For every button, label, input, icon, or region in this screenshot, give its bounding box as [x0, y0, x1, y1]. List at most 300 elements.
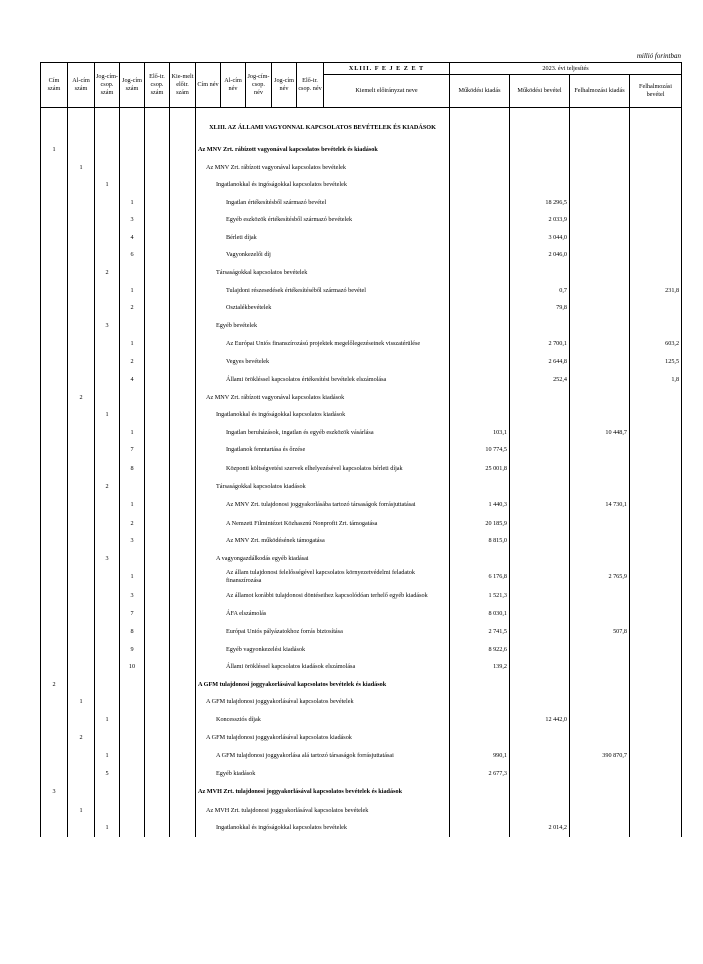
cell-alcim	[68, 515, 95, 533]
cell-jogcim: 1	[120, 424, 145, 442]
cell-jogcimcsop	[95, 605, 120, 623]
cell-eloir	[145, 676, 170, 694]
cell-jogcimcsop: 5	[95, 765, 120, 783]
cell-jogcim	[120, 317, 145, 335]
cell-cim	[41, 176, 68, 194]
table-row	[41, 746, 682, 765]
cell-cim	[41, 282, 68, 300]
cell-name: Európai Uniós pályázatokhoz forrás biztosítása	[196, 623, 450, 641]
cell-alcim	[68, 406, 95, 424]
cell-jogcimcsop	[95, 424, 120, 442]
cell-felhalmozasi-bevetel	[630, 406, 682, 424]
cell-cim: 3	[41, 783, 68, 802]
cell-felhalmozasi-bevetel: 603,2	[630, 335, 682, 354]
cell-kiemelt	[170, 641, 196, 659]
cell-jogcimcsop: 3	[95, 550, 120, 568]
cell-jogcimcsop: 2	[95, 264, 120, 282]
cell-jogcim: 3	[120, 532, 145, 550]
cell-felhalmozasi-kiadas	[570, 282, 630, 300]
cell-eloir	[145, 264, 170, 282]
cell-felhalmozasi-bevetel	[630, 176, 682, 194]
cell-cim	[41, 247, 68, 265]
cell-felhalmozasi-kiadas	[570, 406, 630, 424]
cell-cim	[41, 496, 68, 515]
cell-eloir	[145, 711, 170, 729]
cell-mukodesi-bevetel	[510, 389, 570, 407]
cell-mukodesi-bevetel	[510, 317, 570, 335]
cell-name: Ingatlanokkal és ingóságokkal kapcsolatos kiadások	[196, 406, 450, 424]
cell-felhalmozasi-kiadas	[570, 335, 630, 354]
cell-jogcimcsop	[95, 783, 120, 802]
cell-mukodesi-bevetel	[510, 802, 570, 820]
cell-felhalmozasi-kiadas	[570, 711, 630, 729]
cell-felhalmozasi-kiadas	[570, 114, 630, 141]
cell-mukodesi-bevetel	[510, 658, 570, 676]
cell-mukodesi-bevetel	[510, 515, 570, 533]
cell-kiemelt	[170, 693, 196, 711]
cell-felhalmozasi-kiadas	[570, 783, 630, 802]
cell-felhalmozasi-kiadas	[570, 176, 630, 194]
cell-felhalmozasi-kiadas: 390 870,7	[570, 746, 630, 765]
table-row	[41, 819, 682, 837]
cell-jogcimcsop: 3	[95, 317, 120, 335]
cell-jogcim	[120, 746, 145, 765]
cell-kiemelt	[170, 746, 196, 765]
cell-mukodesi-bevetel	[510, 605, 570, 623]
cell-cim: 2	[41, 676, 68, 694]
cell-mukodesi-bevetel: 252,4	[510, 371, 570, 389]
cell-felhalmozasi-bevetel	[630, 478, 682, 496]
cell-kiemelt	[170, 567, 196, 586]
cell-kiemelt	[170, 176, 196, 194]
header-jogcimcsopnev: Jog-cím-csop. név	[246, 63, 272, 108]
cell-jogcim: 2	[120, 354, 145, 372]
cell-felhalmozasi-bevetel	[630, 641, 682, 659]
cell-mukodesi-bevetel	[510, 623, 570, 641]
cell-alcim	[68, 567, 95, 586]
cell-kiemelt	[170, 729, 196, 747]
table-row	[41, 676, 682, 694]
header-felhalmozasi-bevetel: Felhalmozási bevétel	[630, 75, 682, 108]
cell-cim	[41, 211, 68, 229]
cell-eloir	[145, 354, 170, 372]
cell-kiemelt	[170, 114, 196, 141]
cell-jogcim: 8	[120, 459, 145, 478]
cell-alcim	[68, 746, 95, 765]
cell-cim	[41, 586, 68, 605]
cell-name: Állami örökléssel kapcsolatos kiadások elszámolása	[196, 658, 450, 676]
cell-mukodesi-bevetel	[510, 729, 570, 747]
cell-mukodesi-bevetel	[510, 264, 570, 282]
header-alcim: Al-cím szám	[68, 63, 95, 108]
cell-alcim	[68, 676, 95, 694]
cell-mukodesi-bevetel	[510, 478, 570, 496]
cell-cim	[41, 159, 68, 177]
cell-name: Vegyes bevételek	[196, 354, 450, 372]
cell-name: Egyéb bevételek	[196, 317, 450, 335]
cell-jogcimcsop	[95, 586, 120, 605]
cell-mukodesi-kiadas	[450, 282, 510, 300]
cell-cim	[41, 658, 68, 676]
cell-jogcim: 1	[120, 335, 145, 354]
cell-cim	[41, 550, 68, 568]
cell-mukodesi-bevetel: 2 014,2	[510, 819, 570, 837]
table-row	[41, 496, 682, 515]
header-eloir: Elő-ir. csop. szám	[145, 63, 170, 108]
cell-felhalmozasi-bevetel	[630, 783, 682, 802]
table-row	[41, 515, 682, 533]
cell-felhalmozasi-bevetel	[630, 317, 682, 335]
cell-alcim	[68, 550, 95, 568]
cell-eloir	[145, 641, 170, 659]
cell-jogcim	[120, 141, 145, 159]
table-row	[41, 229, 682, 247]
cell-eloir	[145, 550, 170, 568]
cell-mukodesi-bevetel	[510, 442, 570, 460]
cell-jogcim	[120, 389, 145, 407]
cell-jogcimcsop	[95, 354, 120, 372]
cell-mukodesi-bevetel	[510, 641, 570, 659]
cell-mukodesi-bevetel: 2 700,1	[510, 335, 570, 354]
cell-kiemelt	[170, 515, 196, 533]
cell-name: Az MVH Zrt. tulajdonosi joggyakorlásával kapcsolatos bevételek	[196, 802, 450, 820]
cell-name: Ingatlanok fenntartása és őrzése	[196, 442, 450, 460]
cell-felhalmozasi-kiadas	[570, 159, 630, 177]
cell-kiemelt	[170, 159, 196, 177]
cell-mukodesi-kiadas: 8 815,0	[450, 532, 510, 550]
cell-mukodesi-kiadas: 1 521,3	[450, 586, 510, 605]
cell-alcim: 1	[68, 159, 95, 177]
cell-jogcimcsop: 1	[95, 176, 120, 194]
cell-alcim	[68, 371, 95, 389]
cell-jogcim: 1	[120, 496, 145, 515]
cell-cim	[41, 424, 68, 442]
cell-felhalmozasi-bevetel: 231,8	[630, 282, 682, 300]
cell-jogcim: 3	[120, 586, 145, 605]
cell-mukodesi-bevetel	[510, 783, 570, 802]
cell-felhalmozasi-bevetel	[630, 676, 682, 694]
header-jogcimcsop: Jog-cím-csop. szám	[95, 63, 120, 108]
cell-eloir	[145, 819, 170, 837]
cell-felhalmozasi-kiadas	[570, 459, 630, 478]
cell-mukodesi-kiadas: 25 001,8	[450, 459, 510, 478]
cell-mukodesi-bevetel: 2 644,8	[510, 354, 570, 372]
cell-felhalmozasi-bevetel	[630, 211, 682, 229]
cell-cim	[41, 729, 68, 747]
cell-mukodesi-kiadas	[450, 693, 510, 711]
cell-alcim: 2	[68, 389, 95, 407]
cell-jogcim	[120, 819, 145, 837]
cell-mukodesi-kiadas: 8 030,1	[450, 605, 510, 623]
cell-alcim	[68, 424, 95, 442]
cell-mukodesi-kiadas	[450, 819, 510, 837]
cell-jogcimcsop	[95, 114, 120, 141]
cell-jogcim	[120, 264, 145, 282]
cell-eloir	[145, 424, 170, 442]
cell-name: A vagyongazdálkodás egyéb kiadásai	[196, 550, 450, 568]
cell-felhalmozasi-bevetel	[630, 299, 682, 317]
cell-mukodesi-bevetel: 79,8	[510, 299, 570, 317]
cell-kiemelt	[170, 282, 196, 300]
cell-mukodesi-bevetel: 18 296,5	[510, 194, 570, 212]
table-row	[41, 567, 682, 586]
cell-name: Egyéb kiadások	[196, 765, 450, 783]
cell-cim	[41, 765, 68, 783]
cell-alcim	[68, 459, 95, 478]
cell-kiemelt	[170, 802, 196, 820]
cell-alcim	[68, 442, 95, 460]
cell-mukodesi-bevetel: 12 442,0	[510, 711, 570, 729]
table-row	[41, 783, 682, 802]
table-row	[41, 532, 682, 550]
cell-mukodesi-kiadas	[450, 229, 510, 247]
cell-jogcimcsop	[95, 141, 120, 159]
cell-jogcimcsop	[95, 442, 120, 460]
cell-eloir	[145, 141, 170, 159]
cell-jogcimcsop	[95, 515, 120, 533]
cell-alcim	[68, 658, 95, 676]
cell-felhalmozasi-bevetel	[630, 264, 682, 282]
cell-jogcimcsop: 1	[95, 406, 120, 424]
cell-cim	[41, 335, 68, 354]
cell-jogcimcsop	[95, 159, 120, 177]
cell-alcim: 1	[68, 802, 95, 820]
cell-name: Ingatlan beruházások, ingatlan és egyéb eszközök vásárlása	[196, 424, 450, 442]
cell-jogcim: 7	[120, 605, 145, 623]
cell-felhalmozasi-kiadas	[570, 211, 630, 229]
table-row	[41, 299, 682, 317]
cell-cim	[41, 299, 68, 317]
table-row	[41, 317, 682, 335]
cell-mukodesi-kiadas	[450, 550, 510, 568]
cell-mukodesi-bevetel	[510, 586, 570, 605]
cell-kiemelt	[170, 586, 196, 605]
cell-mukodesi-kiadas	[450, 114, 510, 141]
cell-jogcim: 3	[120, 211, 145, 229]
cell-name: Az MNV Zrt. tulajdonosi joggyakorlásába tartozó társaságok forrásjuttatásai	[196, 496, 450, 515]
table-row	[41, 586, 682, 605]
cell-cim	[41, 194, 68, 212]
cell-kiemelt	[170, 496, 196, 515]
cell-cim	[41, 623, 68, 641]
cell-felhalmozasi-kiadas	[570, 515, 630, 533]
cell-eloir	[145, 729, 170, 747]
cell-jogcim: 8	[120, 623, 145, 641]
table-row	[41, 711, 682, 729]
cell-mukodesi-kiadas: 10 774,5	[450, 442, 510, 460]
cell-felhalmozasi-kiadas	[570, 532, 630, 550]
cell-alcim	[68, 641, 95, 659]
cell-alcim	[68, 532, 95, 550]
cell-jogcimcsop	[95, 676, 120, 694]
cell-mukodesi-bevetel	[510, 550, 570, 568]
cell-kiemelt	[170, 765, 196, 783]
cell-felhalmozasi-bevetel	[630, 605, 682, 623]
cell-cim	[41, 693, 68, 711]
table-row	[41, 765, 682, 783]
cell-mukodesi-kiadas: 6 176,8	[450, 567, 510, 586]
cell-felhalmozasi-kiadas	[570, 442, 630, 460]
cell-alcim	[68, 354, 95, 372]
cell-felhalmozasi-bevetel	[630, 746, 682, 765]
cell-kiemelt	[170, 424, 196, 442]
cell-eloir	[145, 282, 170, 300]
cell-felhalmozasi-bevetel	[630, 114, 682, 141]
cell-cim	[41, 371, 68, 389]
cell-jogcimcsop	[95, 211, 120, 229]
cell-cim	[41, 515, 68, 533]
cell-mukodesi-bevetel	[510, 746, 570, 765]
cell-eloir	[145, 459, 170, 478]
cell-mukodesi-bevetel	[510, 159, 570, 177]
cell-felhalmozasi-bevetel	[630, 247, 682, 265]
cell-mukodesi-kiadas: 103,1	[450, 424, 510, 442]
cell-eloir	[145, 335, 170, 354]
cell-name: Az MNV Zrt. működésének támogatása	[196, 532, 450, 550]
cell-cim	[41, 746, 68, 765]
cell-mukodesi-kiadas: 2 677,3	[450, 765, 510, 783]
cell-felhalmozasi-bevetel	[630, 567, 682, 586]
cell-cim	[41, 354, 68, 372]
cell-kiemelt	[170, 317, 196, 335]
cell-jogcim	[120, 711, 145, 729]
cell-eloir	[145, 605, 170, 623]
cell-kiemelt	[170, 299, 196, 317]
cell-alcim: 1	[68, 693, 95, 711]
cell-mukodesi-kiadas: 139,2	[450, 658, 510, 676]
cell-alcim	[68, 194, 95, 212]
cell-felhalmozasi-bevetel	[630, 693, 682, 711]
cell-eloir	[145, 299, 170, 317]
cell-name: Az MNV Zrt. rábízott vagyonával kapcsolatos bevételek és kiadások	[196, 141, 450, 159]
table-row	[41, 424, 682, 442]
cell-felhalmozasi-kiadas	[570, 819, 630, 837]
cell-cim	[41, 711, 68, 729]
cell-cim	[41, 459, 68, 478]
cell-mukodesi-bevetel	[510, 496, 570, 515]
cell-alcim	[68, 783, 95, 802]
cell-eloir	[145, 765, 170, 783]
cell-felhalmozasi-bevetel	[630, 711, 682, 729]
cell-kiemelt	[170, 819, 196, 837]
cell-jogcim	[120, 676, 145, 694]
cell-felhalmozasi-bevetel	[630, 586, 682, 605]
table-row	[41, 459, 682, 478]
cell-mukodesi-kiadas	[450, 802, 510, 820]
cell-mukodesi-bevetel: 3 044,0	[510, 229, 570, 247]
cell-felhalmozasi-bevetel	[630, 765, 682, 783]
cell-felhalmozasi-kiadas	[570, 729, 630, 747]
cell-alcim	[68, 229, 95, 247]
cell-mukodesi-kiadas	[450, 335, 510, 354]
table-row	[41, 114, 682, 141]
table-row	[41, 354, 682, 372]
unit-label: millió forintban	[636, 52, 681, 60]
cell-alcim	[68, 299, 95, 317]
cell-name: Az MNV Zrt. rábízott vagyonával kapcsolatos bevételek	[196, 159, 450, 177]
cell-cim	[41, 802, 68, 820]
header-cimnev: Cím név	[196, 63, 221, 108]
table-row	[41, 623, 682, 641]
cell-jogcim: 2	[120, 515, 145, 533]
cell-mukodesi-kiadas	[450, 729, 510, 747]
cell-felhalmozasi-kiadas: 2 765,9	[570, 567, 630, 586]
cell-jogcimcsop	[95, 282, 120, 300]
cell-eloir	[145, 567, 170, 586]
cell-eloir	[145, 532, 170, 550]
cell-felhalmozasi-kiadas	[570, 586, 630, 605]
cell-eloir	[145, 406, 170, 424]
header-kiemelt: Kie-melt előir. szám	[170, 63, 196, 108]
budget-table	[40, 62, 682, 837]
cell-jogcimcsop	[95, 567, 120, 586]
cell-mukodesi-kiadas: 990,1	[450, 746, 510, 765]
cell-eloir	[145, 211, 170, 229]
cell-felhalmozasi-kiadas	[570, 141, 630, 159]
cell-kiemelt	[170, 371, 196, 389]
header-kiemelt-nev: Kiemelt előirányzat neve	[324, 75, 450, 108]
cell-mukodesi-bevetel	[510, 141, 570, 159]
cell-mukodesi-bevetel	[510, 676, 570, 694]
cell-jogcimcsop	[95, 389, 120, 407]
cell-mukodesi-bevetel	[510, 567, 570, 586]
table-row	[41, 247, 682, 265]
header-alcimnev: Al-cím név	[221, 63, 246, 108]
cell-name: A GFM tulajdonosi joggyakorlásával kapcsolatos kiadások	[196, 729, 450, 747]
cell-name: Ingatlanokkal és ingóságokkal kapcsolatos bevételek	[196, 176, 450, 194]
cell-felhalmozasi-kiadas	[570, 676, 630, 694]
cell-eloir	[145, 746, 170, 765]
cell-mukodesi-bevetel	[510, 693, 570, 711]
cell-jogcimcsop	[95, 194, 120, 212]
cell-felhalmozasi-bevetel	[630, 550, 682, 568]
cell-mukodesi-kiadas	[450, 371, 510, 389]
cell-eloir	[145, 515, 170, 533]
cell-eloir	[145, 371, 170, 389]
cell-mukodesi-kiadas	[450, 247, 510, 265]
cell-name: Állami örökléssel kapcsolatos értékesítési bevételek elszámolása	[196, 371, 450, 389]
cell-mukodesi-kiadas	[450, 141, 510, 159]
cell-mukodesi-kiadas	[450, 299, 510, 317]
cell-alcim	[68, 711, 95, 729]
cell-mukodesi-kiadas	[450, 676, 510, 694]
cell-jogcim	[120, 159, 145, 177]
cell-jogcimcsop	[95, 335, 120, 354]
cell-mukodesi-bevetel	[510, 532, 570, 550]
cell-felhalmozasi-kiadas	[570, 802, 630, 820]
cell-mukodesi-bevetel	[510, 114, 570, 141]
cell-felhalmozasi-kiadas	[570, 264, 630, 282]
cell-felhalmozasi-bevetel	[630, 159, 682, 177]
header-cim: Cím szám	[41, 63, 68, 108]
cell-mukodesi-kiadas	[450, 317, 510, 335]
header-jogcim: Jog-cím szám	[120, 63, 145, 108]
cell-felhalmozasi-bevetel: 1,8	[630, 371, 682, 389]
cell-jogcim: 4	[120, 371, 145, 389]
cell-felhalmozasi-kiadas	[570, 765, 630, 783]
cell-name: Az MVH Zrt. tulajdonosi joggyakorlásával kapcsolatos bevételek és kiadások	[196, 783, 450, 802]
cell-name: A GFM tulajdonosi joggyakorlásával kapcsolatos bevételek és kiadások	[196, 676, 450, 694]
cell-felhalmozasi-bevetel	[630, 229, 682, 247]
cell-kiemelt	[170, 406, 196, 424]
cell-felhalmozasi-kiadas	[570, 247, 630, 265]
cell-eloir	[145, 194, 170, 212]
cell-name: Egyéb eszközök értékesítésből származó bevételek	[196, 211, 450, 229]
cell-jogcimcsop	[95, 247, 120, 265]
cell-cim	[41, 641, 68, 659]
cell-felhalmozasi-bevetel	[630, 532, 682, 550]
cell-name: Vagyonkezelői díj	[196, 247, 450, 265]
